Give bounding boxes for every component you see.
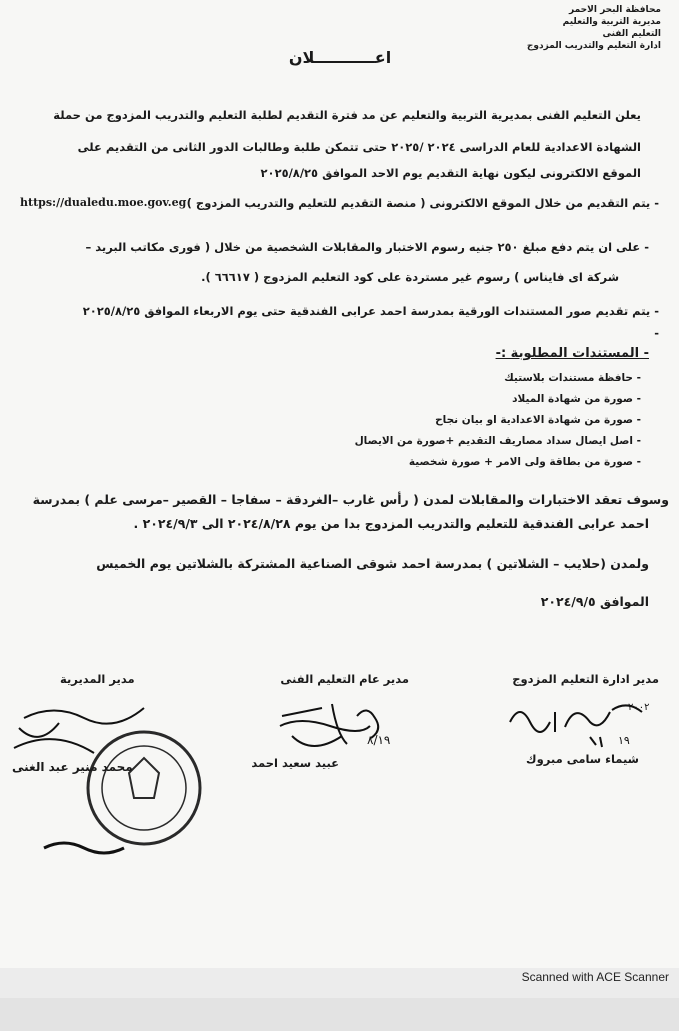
bullet-dash: -	[654, 326, 659, 340]
fee-line-1	[85, 240, 649, 254]
document-item-label: صورة من بطاقة ولى الامر + صورة شخصية	[408, 456, 633, 468]
intro-line-3: الموقع الالكترونى ليكون نهاية التقديم يوم الاحد الموافق ٢٠٢٥/٨/٢٥	[260, 166, 641, 180]
schedule-line-4: الموافق ٢٠٢٤/٩/٥	[540, 594, 649, 609]
apply-online-text: يتم التقديم من خلال الموقع الالكترونى ( منصة التقديم للتعليم والتدريب المزدوج )	[186, 196, 651, 210]
letterhead-line: التعليم الفنى	[602, 29, 661, 39]
intro-line-2: الشهادة الاعدادية للعام الدراسى ٢٠٢٤ /٢٠٢٥ حتى تتمكن طلبة وطالبات الدور الثانى من التقديم على	[77, 140, 641, 154]
document-item-label: اصل ايصال سداد مصاريف التقديم +صورة من الايصال	[354, 435, 633, 447]
document-item: - اصل ايصال سداد مصاريف التقديم +صورة من الايصال	[354, 435, 641, 447]
platform-url-link[interactable]: https://dualedu.moe.gov.eg	[20, 196, 187, 209]
document-item: - صورة من شهادة الاعدادية او بيان نجاح	[435, 414, 641, 426]
document-item-label: صورة من شهادة الميلاد	[512, 393, 633, 405]
document-item: - صورة من بطاقة ولى الامر + صورة شخصية	[408, 456, 641, 468]
scanner-footer-band	[0, 998, 679, 1031]
signature-center-name: عبيد سعيد احمد	[251, 756, 339, 770]
fee-text-1: على ان يتم دفع مبلغ ٢٥٠ جنيه رسوم الاختبار والمقابلات الشخصية من خلال ( فورى مكاتب البريد –	[85, 240, 641, 254]
signature-left-title: مدير المديرية	[60, 672, 135, 686]
fee-line-2: شركة اى فايناس ) رسوم غير مستردة على كود التعليم المزدوج ( ٦٦٦١٧ ).	[201, 270, 619, 284]
letterhead-line: محافظة البحر الاحمر	[569, 5, 661, 15]
official-stamp	[4, 688, 214, 868]
apply-online-line	[187, 196, 659, 210]
signature-right-title: مدير ادارة التعليم المزدوج	[512, 672, 659, 686]
bullet-dash: -	[640, 240, 649, 254]
schedule-line-1: وسوف تعقد الاختبارات والمقابلات لمدن ( رأس غارب –الغردقة – سفاجا – القصير –مرسى علم ) بمدرسة	[32, 492, 669, 507]
letterhead	[461, 4, 661, 52]
required-documents-title: المستندات المطلوبة :-	[495, 346, 640, 361]
required-documents-heading	[496, 346, 649, 361]
svg-text:١٩: ١٩	[618, 734, 630, 747]
signature-center-title: مدير عام التعليم الفنى	[280, 672, 409, 686]
letterhead-line: مديرية التربية والتعليم	[562, 17, 661, 27]
bullet-dash: -	[639, 346, 649, 361]
letterhead-line: ادارة التعليم والتدريب المزدوج	[526, 41, 661, 51]
schedule-line-2: احمد عرابى الفندقية للتعليم والتدريب المزدوج بدا من يوم ٢٠٢٤/٨/٢٨ الى ٢٠٢٤/٩/٣ .	[133, 516, 649, 531]
document-item-label: حافظة مستندات بلاستيك	[504, 372, 633, 384]
schedule-line-3: ولمدن (حلايب – الشلاتين ) بمدرسة احمد شوقى الصناعية المشتركة بالشلاتين يوم الخميس	[96, 556, 649, 571]
scanner-watermark: Scanned with ACE Scanner	[521, 970, 669, 984]
svg-text:٨/١٩: ٨/١٩	[367, 733, 391, 747]
handwritten-signature-center	[262, 696, 412, 756]
paper-docs-text: يتم تقديم صور المستندات الورقية بمدرسة احمد عرابى الفندقية حتى يوم الاربعاء الموافق ٢٠٢٥/٨/٢٥	[82, 304, 651, 318]
intro-line-1: يعلن التعليم الفنى بمديرية التربية والتعليم عن مد فترة التقديم لطلبة التعليم والتدريب المزدوج من حملة	[53, 108, 641, 122]
bullet-dash: -	[650, 196, 659, 210]
document-item-label: صورة من شهادة الاعدادية او بيان نجاح	[435, 414, 633, 426]
stamp-name: محمد منير عبد الغنى	[12, 760, 133, 774]
handwritten-signature-right	[500, 692, 660, 752]
paper-docs-line	[83, 304, 659, 318]
document-item: - حافظة مستندات بلاستيك	[504, 372, 641, 384]
bullet-dash: -	[650, 304, 659, 318]
signature-right-name: شيماء سامى مبروك	[526, 752, 639, 766]
document-item: - صورة من شهادة الميلاد	[512, 393, 641, 405]
announcement-title: اعـــــــــــلان	[288, 48, 392, 67]
svg-text:٢٠٠٢: ٢٠٠٢	[628, 702, 650, 713]
